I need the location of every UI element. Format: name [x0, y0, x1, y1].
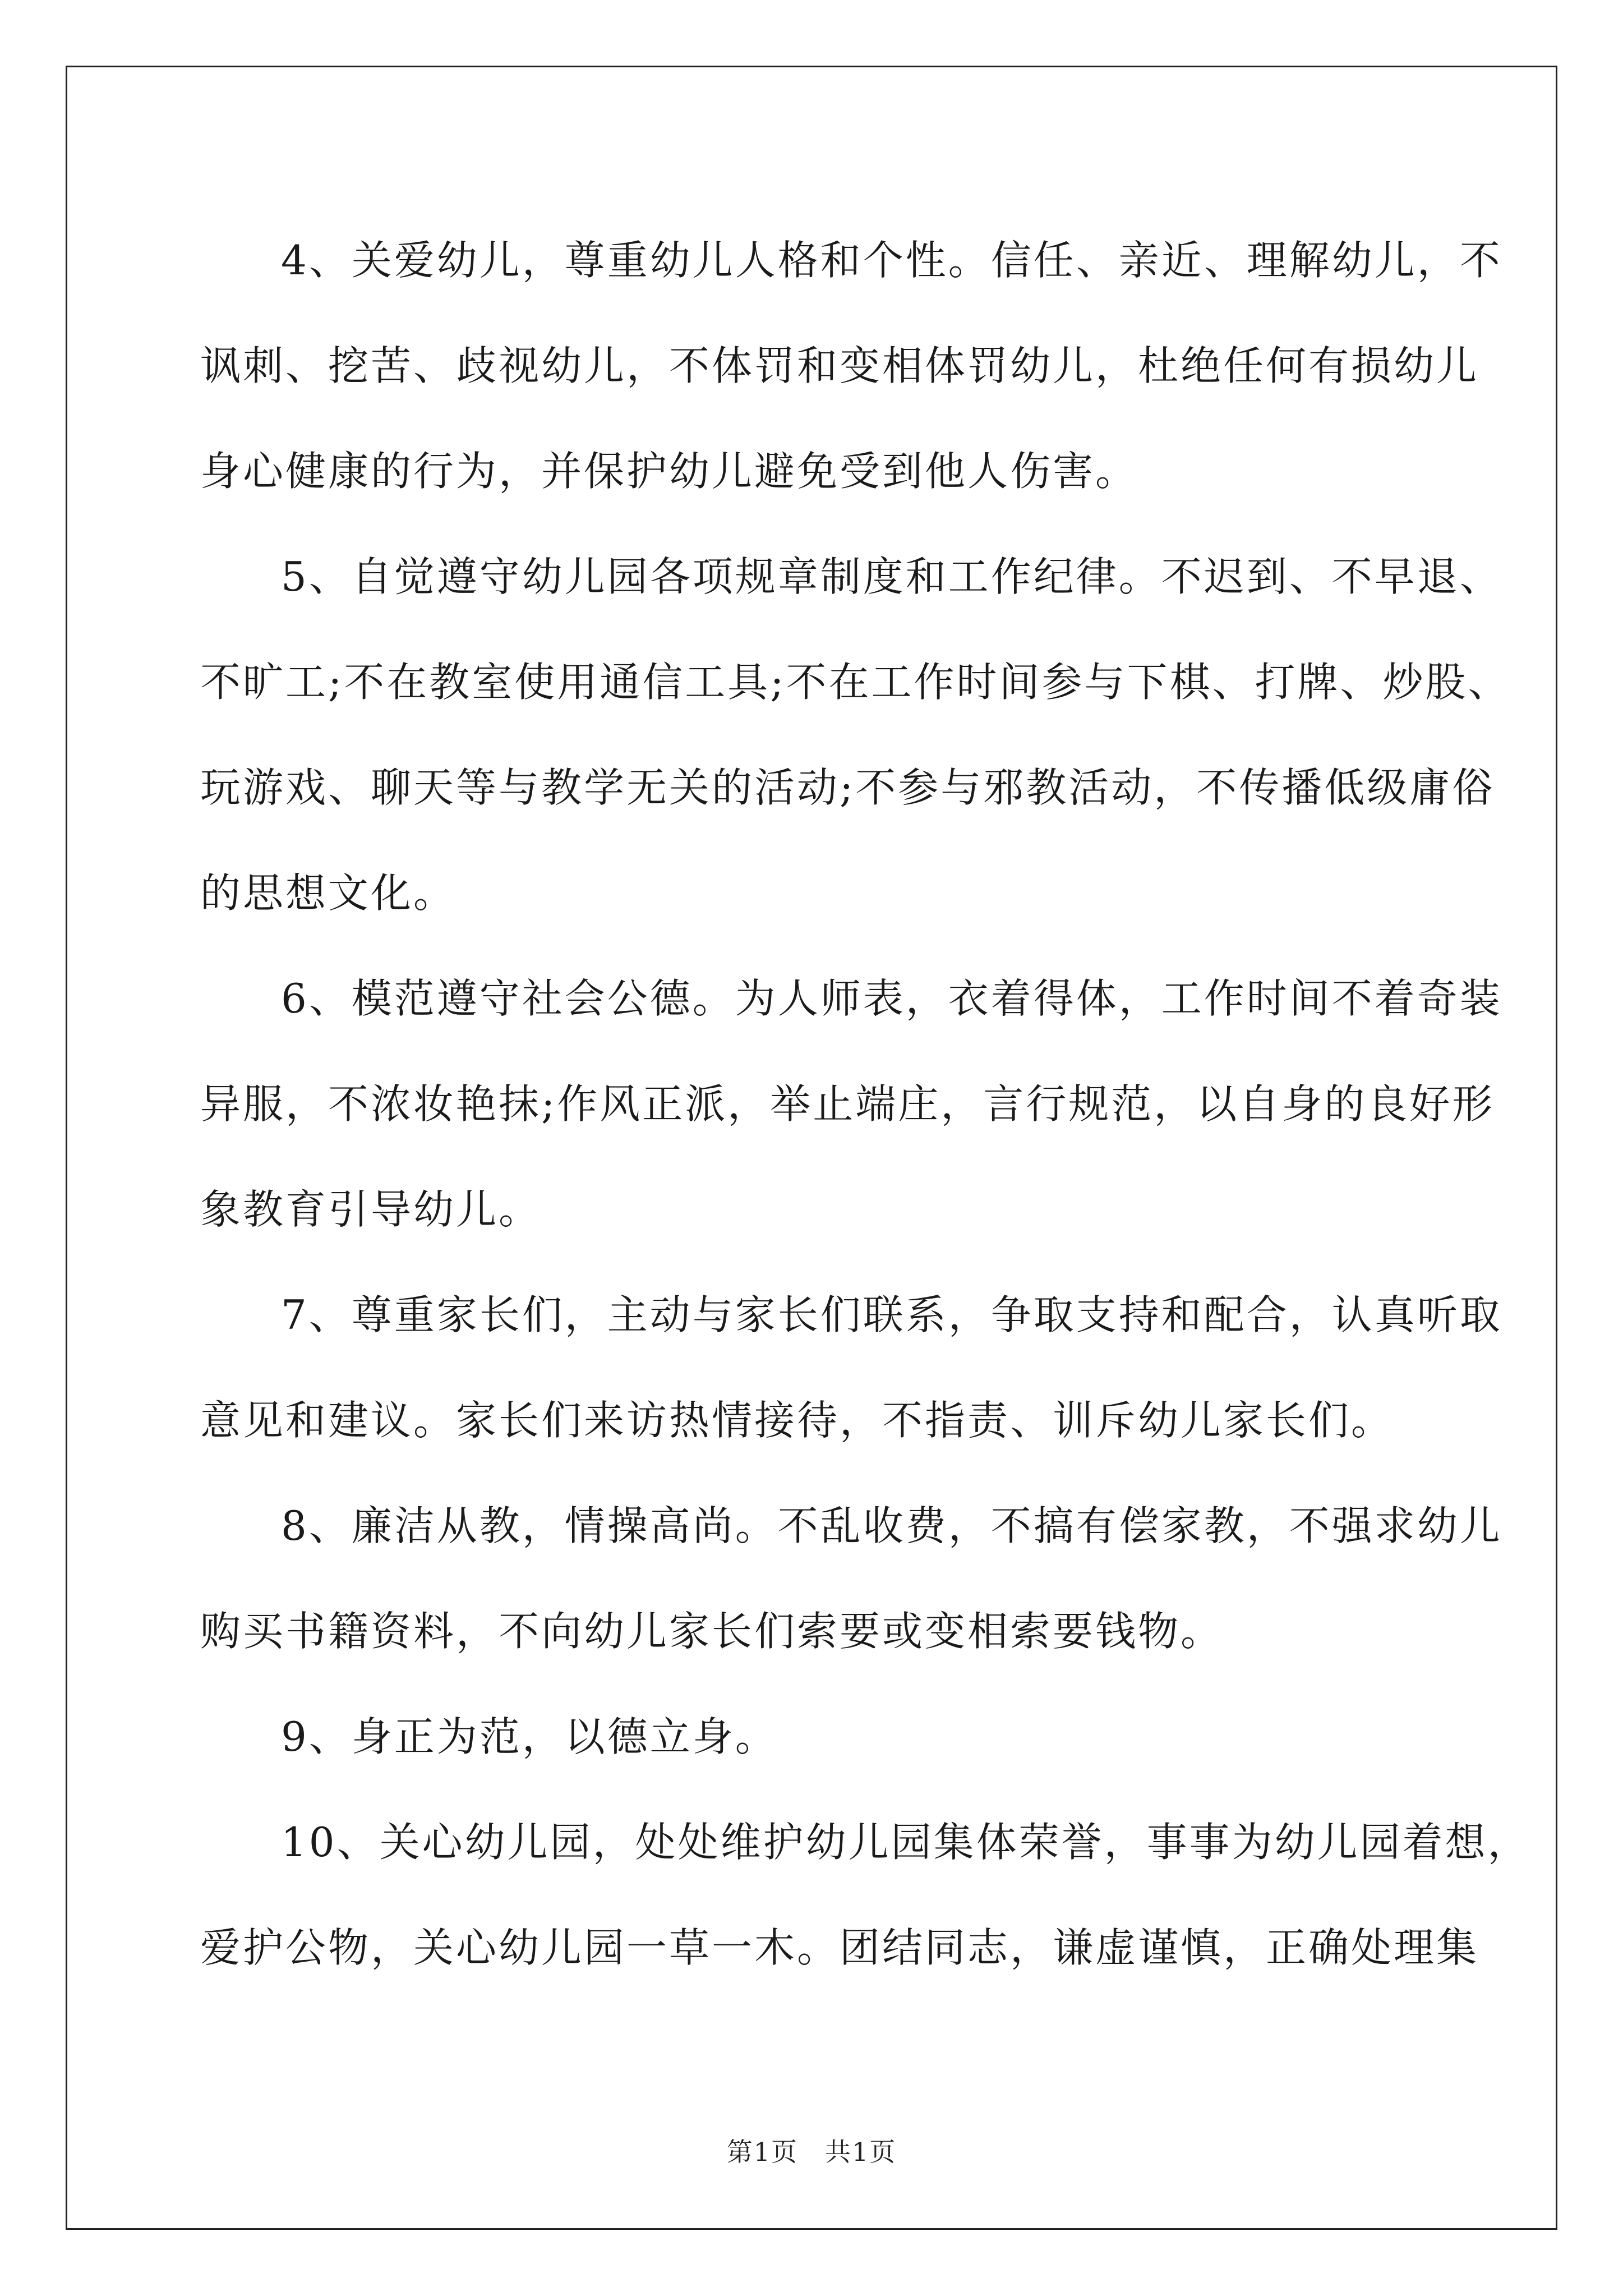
paragraph-line: 8、廉洁从教，情操高尚。不乱收费，不搞有偿家教，不强求幼儿 — [281, 1502, 1502, 1549]
paragraph-line: 的思想文化。 — [200, 869, 457, 917]
paragraph-line: 玩游戏、聊天等与教学无关的活动;不参与邪教活动，不传播低级庸俗 — [200, 764, 1495, 811]
paragraph-line: 购买书籍资料，不向幼儿家长们索要或变相索要钱物。 — [200, 1608, 1224, 1655]
document-body — [200, 208, 1530, 2000]
paragraph-line: 5、自觉遵守幼儿园各项规章制度和工作纪律。不迟到、不早退、 — [281, 553, 1502, 600]
paragraph-line: 异服，不浓妆艳抹;作风正派，举止端庄，言行规范，以自身的良好形 — [200, 1080, 1495, 1128]
paragraph-9 — [200, 1684, 1423, 1789]
paragraph-6 — [200, 946, 1502, 1262]
paragraph-line: 10、关心幼儿园，处处维护幼儿园集体荣誉，事事为幼儿园着想， — [281, 1819, 1530, 1866]
paragraph-line: 意见和建议。家长们来访热情接待，不指责、训斥幼儿家长们。 — [200, 1397, 1394, 1444]
paragraph-line: 6、模范遵守社会公德。为人师表，衣着得体，工作时间不着奇装 — [281, 975, 1502, 1022]
paragraph-line: 4、关爱幼儿，尊重幼儿人格和个性。信任、亲近、理解幼儿，不 — [281, 237, 1502, 284]
paragraph-8 — [200, 1473, 1502, 1684]
page-number-footer: 第1页 共1页 — [726, 2137, 897, 2167]
paragraph-7 — [200, 1262, 1502, 1473]
paragraph-5 — [200, 524, 1511, 946]
paragraph-4 — [200, 208, 1502, 524]
paragraph-line: 不旷工;不在教室使用通信工具;不在工作时间参与下棋、打牌、炒股、 — [200, 659, 1511, 706]
paragraph-line: 讽刺、挖苦、歧视幼儿，不体罚和变相体罚幼儿，杜绝任何有损幼儿 — [200, 342, 1479, 389]
paragraph-line: 身心健康的行为，并保护幼儿避免受到他人伤害。 — [200, 448, 1138, 495]
paragraph-10 — [200, 1789, 1530, 2000]
paragraph-line: 爱护公物，关心幼儿园一草一木。团结同志，谦虚谨慎，正确处理集 — [200, 1924, 1479, 1971]
paragraph-line: 9、身正为范，以德立身。 — [281, 1713, 778, 1760]
paragraph-line: 7、尊重家长们，主动与家长们联系，争取支持和配合，认真听取 — [281, 1291, 1502, 1338]
paragraph-line: 象教育引导幼儿。 — [200, 1186, 542, 1233]
